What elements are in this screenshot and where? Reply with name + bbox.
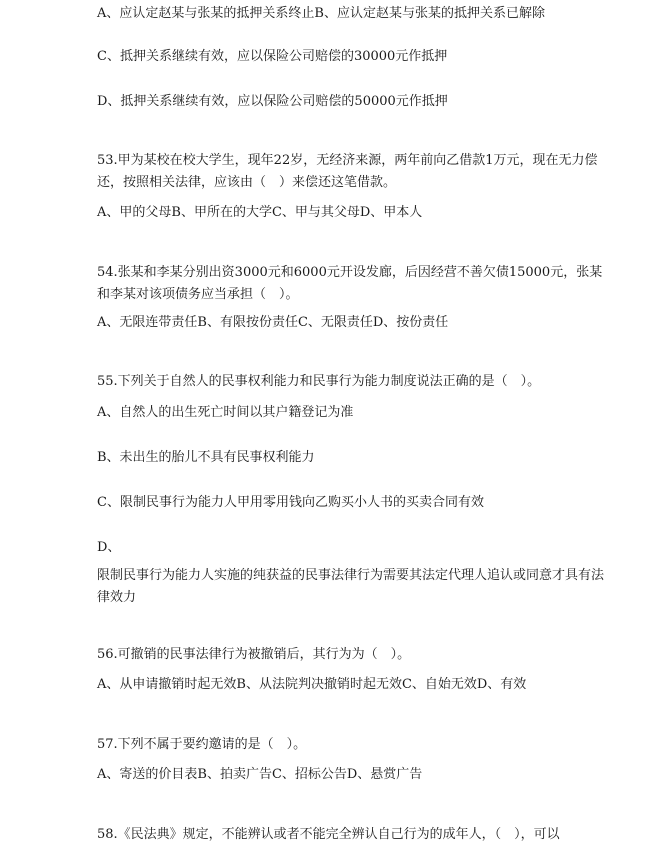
question-55: 55.下列关于自然人的民事权利能力和民事行为能力制度说法正确的是（ ）。: [97, 374, 541, 389]
option-line: C、抵押关系继续有效，应以保险公司赔偿的30000元作抵押: [97, 49, 448, 64]
question-text: 54.张某和李某分别出资3000元和6000元开设发廊，后因经营不善欠债15000元，张某和李某对该项债务应当承担（ ）。: [97, 265, 603, 302]
option-line: B、未出生的胎儿不具有民事权利能力: [97, 450, 315, 465]
question-54: [97, 262, 617, 306]
option-line: D、抵押关系继续有效，应以保险公司赔偿的50000元作抵押: [97, 94, 448, 109]
question-53: [97, 150, 617, 194]
option-line: A、甲的父母B、甲所在的大学C、甲与其父母D、甲本人: [97, 205, 423, 220]
option-continuation: [97, 565, 617, 609]
question-58: 58.《民法典》规定，不能辨认或者不能完全辨认自己行为的成年人，（ ），可以: [97, 827, 560, 842]
option-line: A、从申请撤销时起无效B、从法院判决撤销时起无效C、自始无效D、有效: [97, 677, 527, 692]
option-text: 限制民事行为能力人实施的纯获益的民事法律行为需要其法定代理人追认或同意才具有法律效力: [97, 568, 605, 605]
option-line: D、: [97, 540, 121, 555]
option-line: A、无限连带责任B、有限按份责任C、无限责任D、按份责任: [97, 315, 449, 330]
question-56: 56.可撤销的民事法律行为被撤销后，其行为为（ ）。: [97, 647, 411, 662]
option-line: A、自然人的出生死亡时间以其户籍登记为准: [97, 405, 354, 420]
question-57: 57.下列不属于要约邀请的是（ ）。: [97, 737, 307, 752]
option-line: C、限制民事行为能力人甲用零用钱向乙购买小人书的买卖合同有效: [97, 495, 484, 510]
option-line: A、寄送的价目表B、拍卖广告C、招标公告D、悬赏广告: [97, 767, 423, 782]
question-text: 53.甲为某校在校大学生，现年22岁，无经济来源，两年前向乙借款1万元，现在无力偿还，按照相关法律，应该由（ ）来偿还这笔借款。: [97, 153, 598, 190]
option-line: A、应认定赵某与张某的抵押关系终止B、应认定赵某与张某的抵押关系已解除: [97, 6, 545, 21]
